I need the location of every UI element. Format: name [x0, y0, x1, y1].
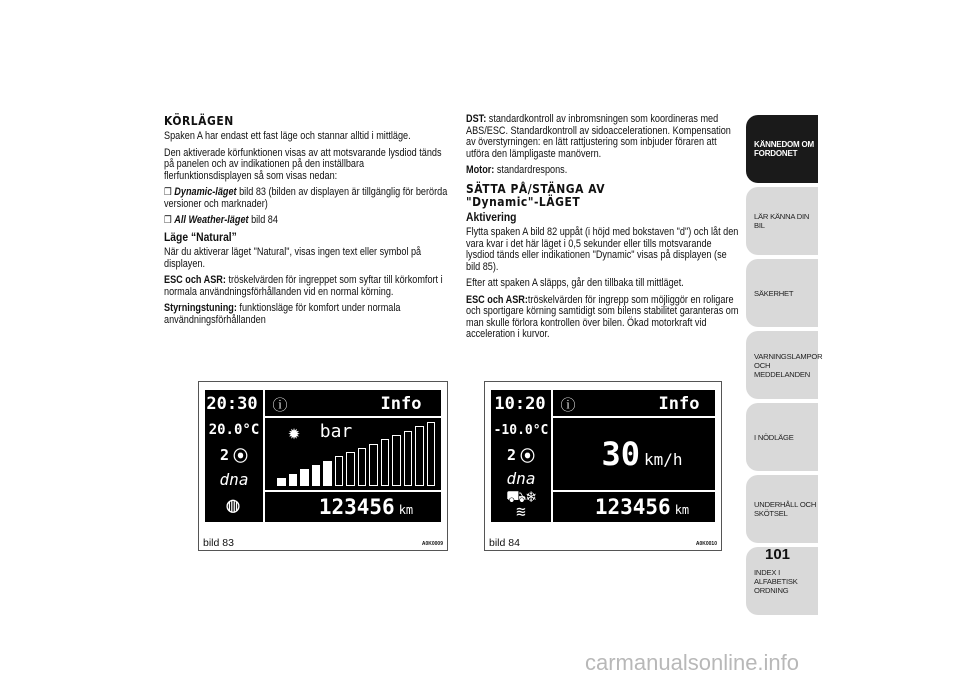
boost-bar-segment — [300, 469, 309, 486]
figure-caption: bild 83 — [203, 537, 234, 549]
boost-bar-graph — [277, 422, 435, 486]
figure-caption: bild 84 — [489, 537, 520, 549]
divider — [551, 390, 553, 522]
headlight-icon: ⦿ — [520, 446, 536, 465]
boost-bar-segment — [323, 461, 332, 486]
divider — [265, 416, 441, 418]
globe-mode-icon: ◍ — [226, 492, 240, 518]
info-label: Info — [658, 394, 700, 414]
boost-bar-segment — [369, 444, 378, 486]
bullet-item: ❒ Dynamic-läget bild 83 (bilden av displayen är tillgänglig för berörda versioner och marknader) — [164, 186, 448, 210]
bullet-item: ❒ All Weather-läget bild 84 — [164, 214, 278, 226]
paragraph: ESC och ASR: tröskelvärden för ingreppet som syftar till körkomfort i normala användningsförhållanden vid en normal körning. — [164, 274, 443, 298]
paragraph: När du aktiverar läget "Natural", visas ingen text eller symbol på displayen. — [164, 246, 422, 270]
dna-mode-label: dna — [219, 469, 249, 489]
figure-84 — [484, 381, 722, 551]
paragraph: Styrningstuning: funktionsläge för komfort under normala användningsförhållanden — [164, 302, 401, 326]
odometer: 123456 km — [318, 495, 414, 519]
headlight-icon: ⦿ — [233, 446, 249, 465]
paragraph: Flytta spaken A bild 82 uppåt (i höjd med bokstaven "d") och låt den vara kvar i det här läget i 0,5 sekunder eller tills motsvarande lysdiod tänds eller indikationen "Dynamic" visas på displayen (se bild 85). — [466, 226, 739, 273]
tab-kannedom-om-fordonet[interactable]: KÄNNEDOM OM FORDONET — [746, 115, 818, 183]
temperature-readout: -10.0°C — [493, 422, 549, 438]
tab-lar-kanna-din-bil[interactable]: LÄR KÄNNA DIN BIL — [746, 187, 818, 255]
gear-readout: 2 ⦿ — [219, 446, 249, 465]
temperature-readout: 20.0°C — [208, 422, 260, 438]
boost-bar-segment — [427, 422, 436, 486]
figure-code: A0K0009 — [421, 541, 443, 547]
divider — [553, 416, 715, 418]
section-heading: SÄTTA PÅ/STÄNGA AV "Dynamic"-LÄGET — [466, 180, 606, 209]
paragraph: Spaken A har endast ett fast läge och stannar alltid i mittläge. — [164, 130, 411, 142]
display-screen — [491, 390, 715, 522]
tab-sakerhet[interactable]: SÄKERHET — [746, 259, 818, 327]
page-number: 101 — [765, 546, 791, 563]
boost-bar-segment — [415, 426, 424, 486]
chapter-tabs — [746, 115, 823, 619]
paragraph: Efter att spaken A släpps, går den tillbaka till mittläget. — [466, 277, 684, 289]
speed-readout: 30 km/h — [601, 435, 683, 473]
paragraph: Motor: standardrespons. — [466, 164, 568, 176]
figure-83 — [198, 381, 448, 551]
info-label: Info — [380, 394, 422, 414]
bar-label: bar — [319, 420, 353, 442]
paragraph: ESC och ASR:tröskelvärden för ingrepp som möjliggör en roligare och sportigare körning samtidigt som bilens stabilitet garanteras om man skulle förlora kontrollen över bilen. Ökad motorkraft vid acceleration i kurvor. — [466, 293, 739, 340]
boost-bar-segment — [277, 478, 286, 486]
time-readout: 10:20 — [494, 394, 546, 414]
boost-bar-segment — [289, 474, 298, 486]
tab-varningslampor[interactable]: VARNINGSLAMPOR OCH MEDDELANDEN — [746, 331, 818, 399]
divider — [553, 490, 715, 492]
snowflake-car-icon: ⛟❄ ≋ — [506, 487, 536, 521]
time-readout: 20:30 — [206, 394, 258, 414]
boost-bar-segment — [381, 439, 390, 486]
boost-bar-segment — [358, 448, 367, 486]
divider — [265, 490, 441, 492]
info-icon: ⓘ — [272, 395, 288, 414]
boost-bar-segment — [346, 452, 355, 486]
paragraph: DST: standardkontroll av inbromsningen som koordineras med ABS/ESC. Standardkontroll av sidoaccelerationen. Kompensation av överstyrningen: en lätt rattjustering som inbjuder föraren att utföra den lämpligaste manövern. — [466, 113, 731, 160]
dna-mode-label: dna — [506, 468, 536, 488]
divider — [263, 390, 265, 522]
turbo-icon: ✹ — [287, 420, 301, 444]
subheading: Läge “Natural” — [164, 229, 237, 244]
boost-bar-segment — [335, 456, 344, 486]
right-column — [466, 114, 741, 346]
left-column — [164, 114, 448, 331]
odometer: 123456 km — [594, 495, 690, 519]
info-icon: ⓘ — [560, 395, 576, 414]
subheading: Aktivering — [466, 209, 517, 224]
tab-underhall[interactable]: UNDERHÅLL OCH SKÖTSEL — [746, 475, 818, 543]
section-heading: KÖRLÄGEN — [164, 113, 234, 128]
gear-readout: 2 ⦿ — [506, 446, 536, 465]
display-screen — [205, 390, 441, 522]
boost-bar-segment — [312, 465, 321, 486]
boost-bar-segment — [392, 435, 401, 486]
tab-index[interactable]: INDEX I ALFABETISK ORDNING — [746, 547, 818, 615]
figure-code: A0K0010 — [695, 541, 717, 547]
paragraph: Den aktiverade körfunktionen visas av att motsvarande lysdiod tänds på panelen och av indikationen på den inställbara flerfunktionsdisplayen så som visas nedan: — [164, 146, 442, 182]
tab-i-nodlage[interactable]: I NÖDLÄGE — [746, 403, 818, 471]
watermark: carmanualsonline.info — [585, 650, 800, 675]
boost-bar-segment — [404, 431, 413, 486]
